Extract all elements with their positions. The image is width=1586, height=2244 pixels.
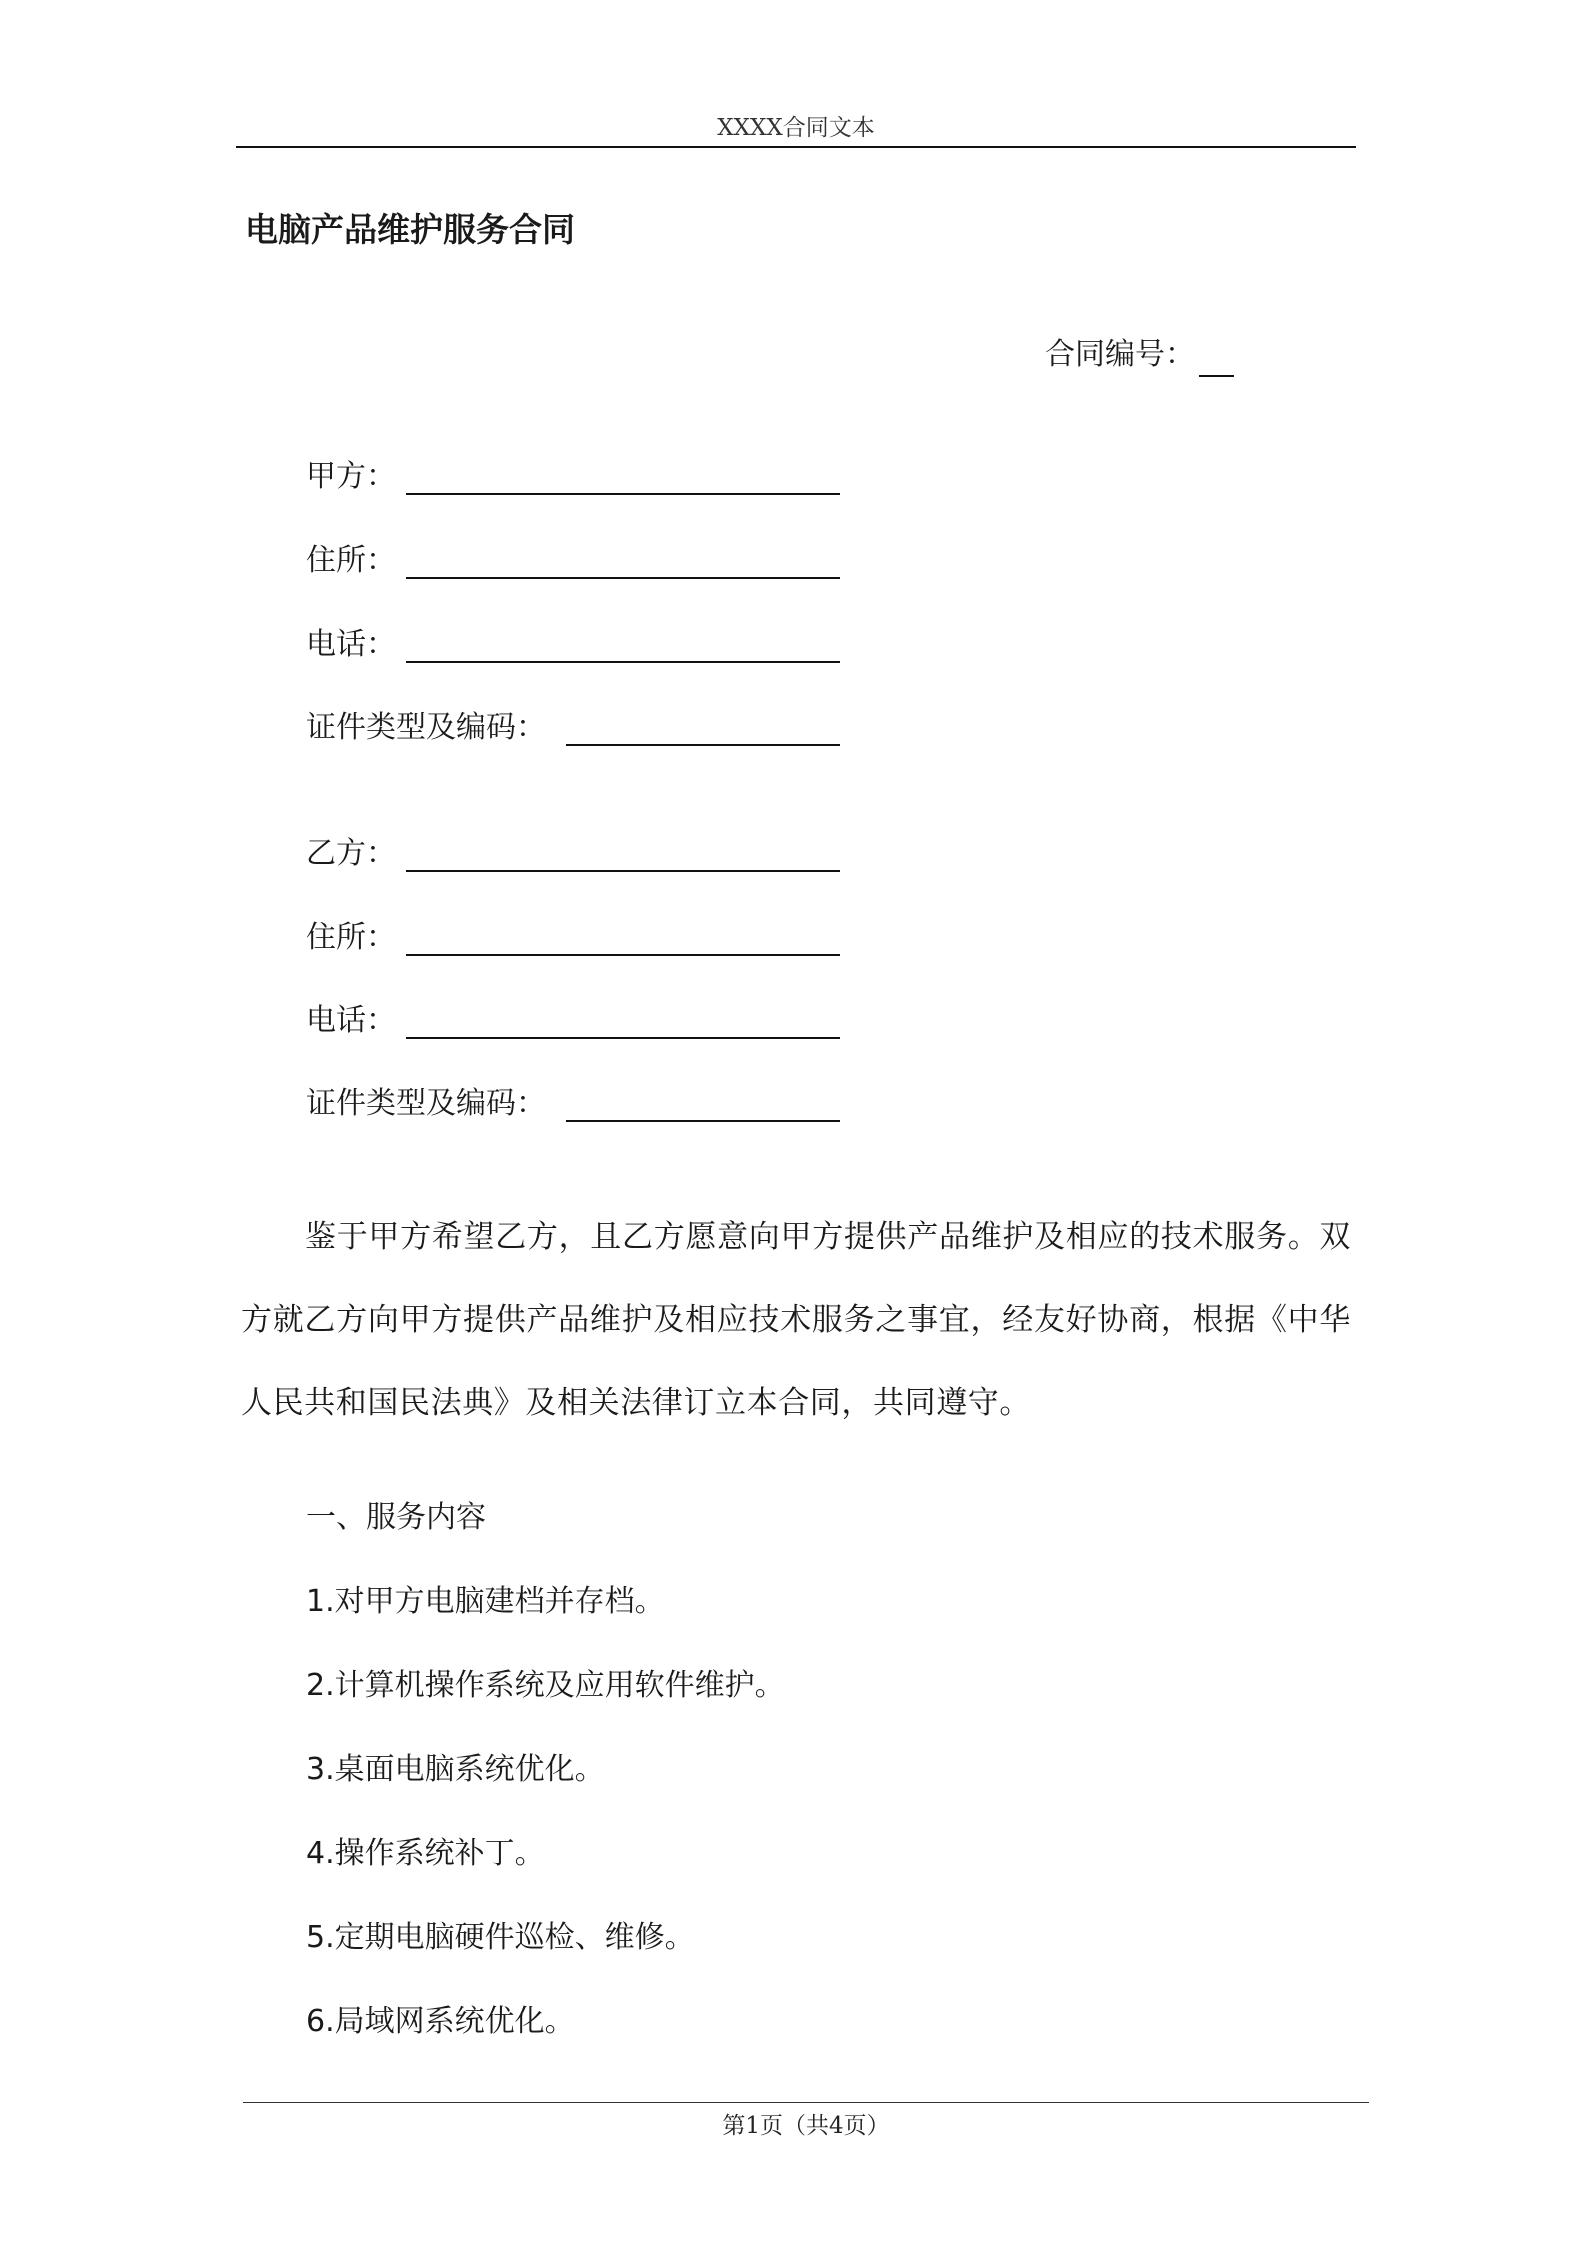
party-b-id-blank[interactable] <box>566 1120 840 1122</box>
party-b-id-label: 证件类型及编码： <box>306 1086 546 1121</box>
party-a-id-label: 证件类型及编码： <box>306 710 546 745</box>
party-a-name-field <box>306 455 396 499</box>
party-b-address-field <box>306 916 396 960</box>
party-a-phone-field <box>306 623 396 667</box>
list-item: 3.桌面电脑系统优化。 <box>306 1752 605 1787</box>
document-title: 电脑产品维护服务合同 <box>245 210 575 249</box>
contract-number-blank[interactable] <box>1199 341 1234 377</box>
contract-number <box>1045 333 1234 377</box>
party-b-phone-field <box>306 999 396 1043</box>
party-b-name-field <box>306 832 396 876</box>
list-item: 2.计算机操作系统及应用软件维护。 <box>306 1668 785 1703</box>
section-heading: 一、服务内容 <box>306 1500 486 1535</box>
list-item: 4.操作系统补丁。 <box>306 1836 545 1871</box>
party-a-phone-label: 电话： <box>306 627 396 662</box>
party-a-id-blank[interactable] <box>566 744 840 746</box>
party-b-name-label: 乙方： <box>306 836 396 871</box>
list-item: 1.对甲方电脑建档并存档。 <box>306 1584 665 1619</box>
party-a-name-blank[interactable] <box>406 493 840 495</box>
footer-divider <box>243 2102 1369 2103</box>
list-item: 6.局域网系统优化。 <box>306 2004 575 2039</box>
party-a-id-field <box>306 706 546 750</box>
page-header: XXXX合同文本 <box>717 115 875 141</box>
party-b-address-label: 住所： <box>306 920 396 955</box>
party-a-address-field <box>306 539 396 583</box>
intro-paragraph: 鉴于甲方希望乙方，且乙方愿意向甲方提供产品维护及相应的技术服务。双方就乙方向甲方提供产品维护及相应技术服务之事宜，经友好协商，根据《中华人民共和国民法典》及相关法律订立本合同，共同遵守。 <box>241 1219 1351 1421</box>
party-b-phone-blank[interactable] <box>406 1037 840 1039</box>
page-footer: 第1页（共4页） <box>722 2113 890 2139</box>
party-a-address-blank[interactable] <box>406 577 840 579</box>
party-a-address-label: 住所： <box>306 543 396 578</box>
contract-number-label: 合同编号： <box>1045 337 1195 372</box>
header-divider <box>236 146 1356 148</box>
party-b-id-field <box>306 1082 546 1126</box>
party-b-phone-label: 电话： <box>306 1003 396 1038</box>
party-b-name-blank[interactable] <box>406 870 840 872</box>
list-item: 5.定期电脑硬件巡检、维修。 <box>306 1920 695 1955</box>
party-a-name-label: 甲方： <box>306 459 396 494</box>
party-b-address-blank[interactable] <box>406 954 840 956</box>
party-a-phone-blank[interactable] <box>406 661 840 663</box>
